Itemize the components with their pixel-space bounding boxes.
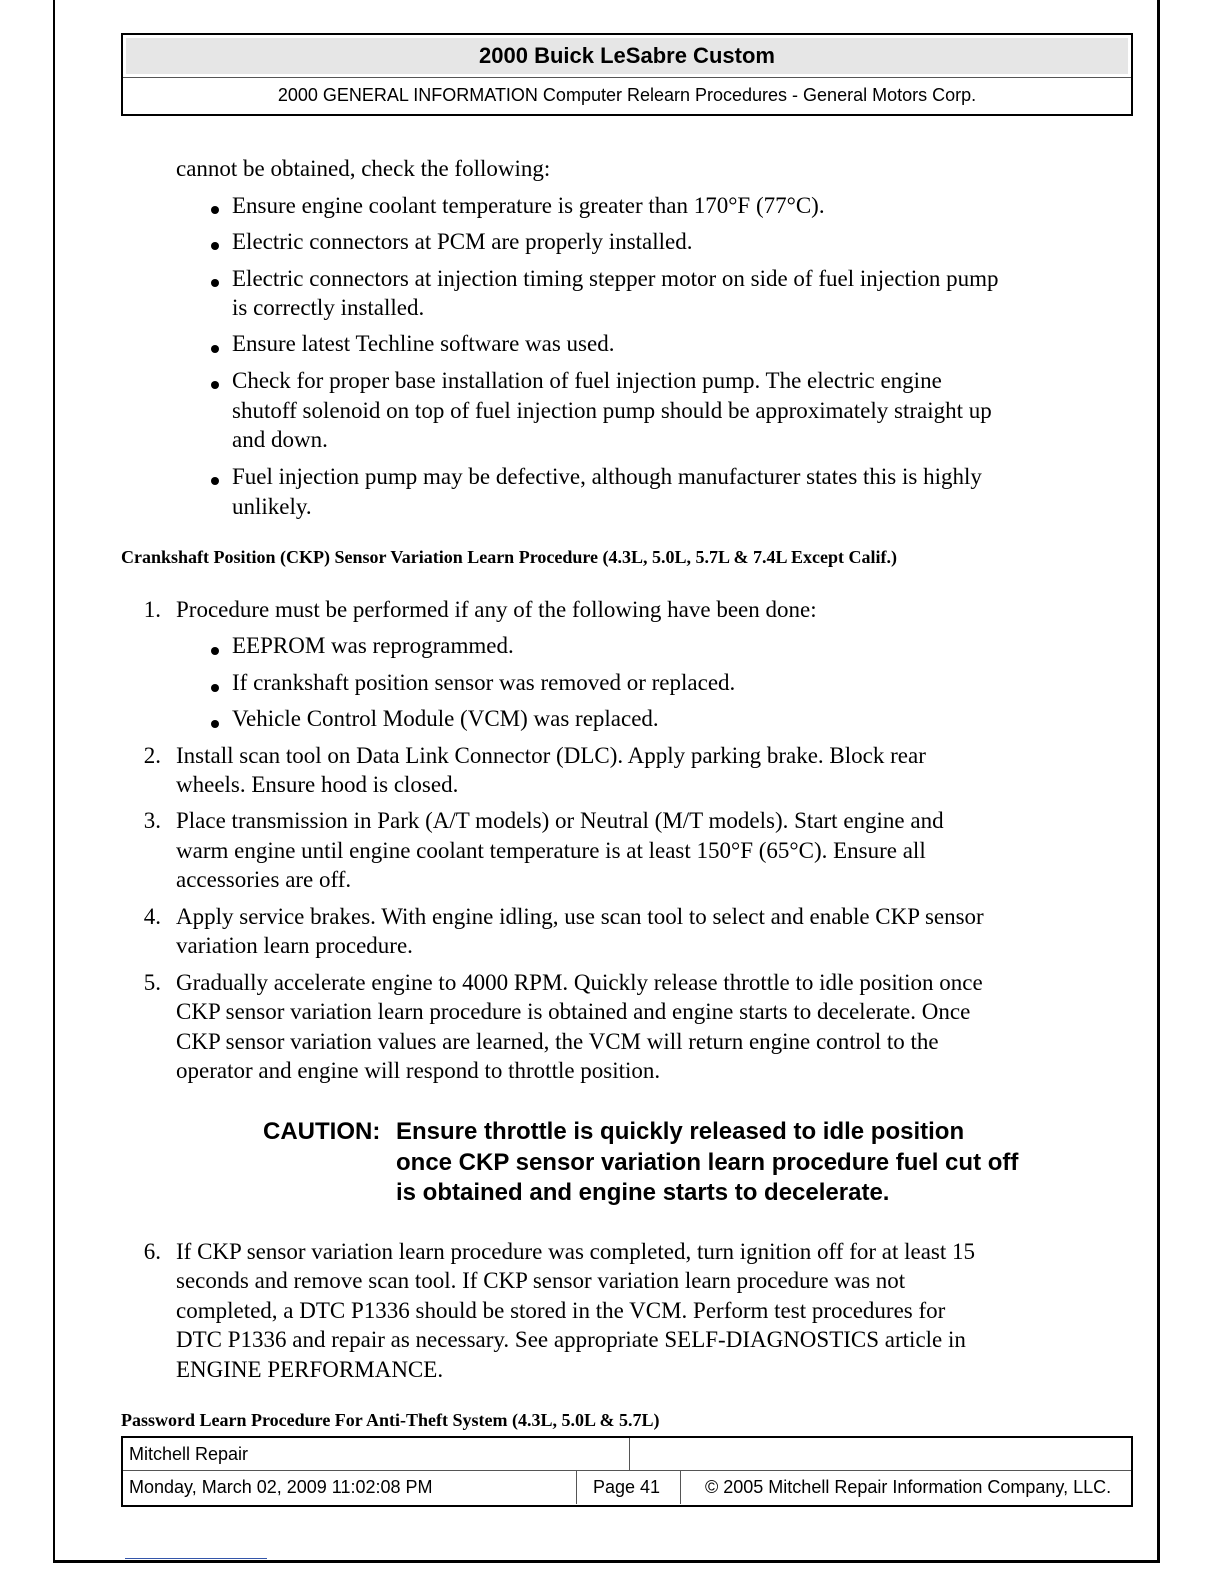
step-text-continuation: wheels. Ensure hood is closed. <box>176 772 459 797</box>
footer-divider <box>576 1471 577 1504</box>
footer-divider <box>629 1438 630 1470</box>
step-text-continuation: DTC P1336 and repair as necessary. See appropriate SELF-DIAGNOSTICS article in <box>176 1327 966 1352</box>
step-number: 5. <box>143 970 161 995</box>
step-text-continuation: CKP sensor variation learn procedure is obtained and engine starts to decelerate. Once <box>176 999 971 1024</box>
step-text: Gradually accelerate engine to 4000 RPM. Quickly release throttle to idle position once <box>176 970 983 995</box>
list-item-continuation: shutoff solenoid on top of fuel injection pump should be approximately straight up <box>232 398 992 423</box>
step-number: 6. <box>143 1239 161 1264</box>
intro-continuation: cannot be obtained, check the following: <box>176 156 551 181</box>
ckp-section-heading: Crankshaft Position (CKP) Sensor Variation Learn Procedure (4.3L, 5.0L, 5.7L & 7.4L Except Calif.) <box>121 547 898 567</box>
list-item: EEPROM was reprogrammed. <box>232 633 514 658</box>
step-text: Install scan tool on Data Link Connector (DLC). Apply parking brake. Block rear <box>176 743 926 768</box>
step-text-continuation: CKP sensor variation values are learned, the VCM will return engine control to the <box>176 1029 939 1054</box>
password-section-heading: Password Learn Procedure For Anti-Theft System (4.3L, 5.0L & 5.7L) <box>121 1410 660 1430</box>
caution-label: CAUTION: <box>263 1118 381 1145</box>
footer-timestamp: Monday, March 02, 2009 11:02:08 PM <box>129 1477 433 1497</box>
list-item: Electric connectors at PCM are properly installed. <box>232 229 693 254</box>
footer-copyright: © 2005 Mitchell Repair Information Company, LLC. <box>705 1477 1112 1497</box>
bullet-icon <box>211 345 219 353</box>
document-title: 2000 Buick LeSabre Custom <box>126 38 1128 74</box>
list-item-continuation: and down. <box>232 427 328 452</box>
list-item: Check for proper base installation of fuel injection pump. The electric engine <box>232 368 942 393</box>
bullet-icon <box>211 684 219 692</box>
step-text-continuation: completed, a DTC P1336 should be stored in the VCM. Perform test procedures for <box>176 1298 946 1323</box>
footer-divider <box>680 1471 681 1504</box>
step-text: Place transmission in Park (A/T models) or Neutral (M/T models). Start engine and <box>176 808 944 833</box>
step-text-continuation: ENGINE PERFORMANCE. <box>176 1357 444 1382</box>
link-underline <box>125 1558 267 1559</box>
step-number: 1. <box>143 597 161 622</box>
footer-source: Mitchell Repair <box>129 1444 249 1464</box>
list-item-continuation: is correctly installed. <box>232 295 425 320</box>
step-text-continuation: operator and engine will respond to throttle position. <box>176 1058 661 1083</box>
list-item: Ensure engine coolant temperature is greater than 170°F (77°C). <box>232 193 825 218</box>
bullet-icon <box>211 477 219 485</box>
document-subtitle: 2000 GENERAL INFORMATION Computer Relearn Procedures - General Motors Corp. <box>123 77 1131 112</box>
list-item: If crankshaft position sensor was removed or replaced. <box>232 670 736 695</box>
bullet-icon <box>211 279 219 287</box>
bullet-icon <box>211 381 219 389</box>
caution-text: Ensure throttle is quickly released to idle position <box>396 1118 965 1145</box>
step-text-continuation: accessories are off. <box>176 867 352 892</box>
list-item: Ensure latest Techline software was used. <box>232 331 615 356</box>
step-text: Procedure must be performed if any of the following have been done: <box>176 597 817 622</box>
caution-text: is obtained and engine starts to decelerate. <box>396 1179 890 1206</box>
step-text-continuation: variation learn procedure. <box>176 933 413 958</box>
step-text-continuation: seconds and remove scan tool. If CKP sensor variation learn procedure was not <box>176 1268 906 1293</box>
step-number: 4. <box>143 904 161 929</box>
step-text: If CKP sensor variation learn procedure was completed, turn ignition off for at least 15 <box>176 1239 976 1264</box>
footer-page-number: Page 41 <box>593 1477 661 1497</box>
document-footer <box>121 1436 1133 1507</box>
list-item: Vehicle Control Module (VCM) was replaced. <box>232 706 659 731</box>
bullet-icon <box>211 647 219 655</box>
list-item: Fuel injection pump may be defective, although manufacturer states this is highly <box>232 464 982 489</box>
caution-text: once CKP sensor variation learn procedure fuel cut off <box>396 1149 1019 1176</box>
bullet-icon <box>211 242 219 250</box>
list-item: Electric connectors at injection timing stepper motor on side of fuel injection pump <box>232 266 999 291</box>
document-header <box>121 33 1133 116</box>
step-number: 3. <box>143 808 161 833</box>
bullet-icon <box>211 206 219 214</box>
step-text: Apply service brakes. With engine idling, use scan tool to select and enable CKP sensor <box>176 904 984 929</box>
bullet-icon <box>211 720 219 728</box>
list-item-continuation: unlikely. <box>232 494 312 519</box>
step-text-continuation: warm engine until engine coolant temperature is at least 150°F (65°C). Ensure all <box>176 838 926 863</box>
step-number: 2. <box>143 743 161 768</box>
